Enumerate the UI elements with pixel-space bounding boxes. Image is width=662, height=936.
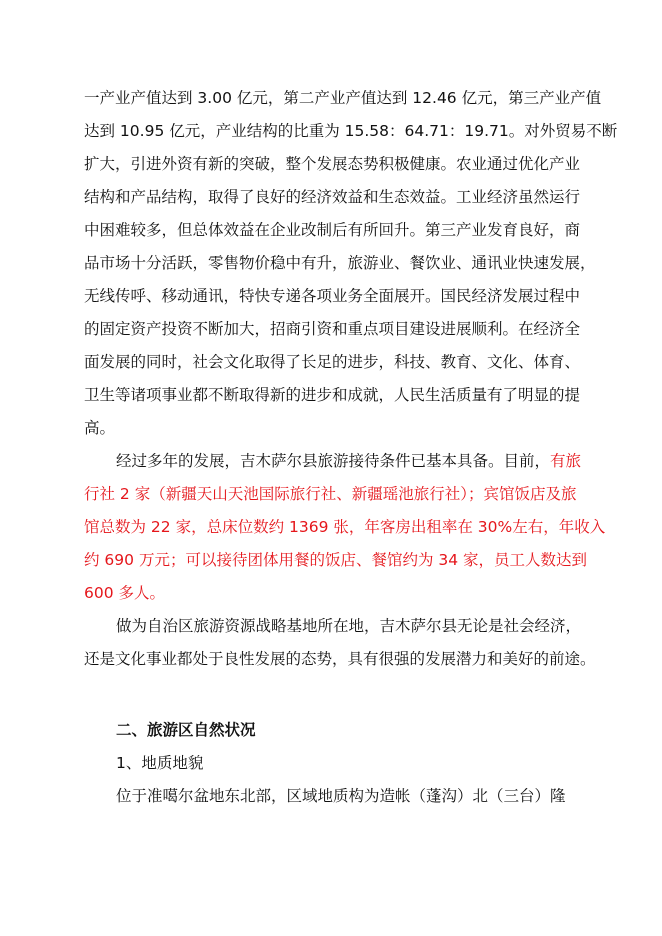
body-text-line: 扩大，引进外资有新的突破，整个发展态势积极健康。农业通过优化产业 xyxy=(84,155,581,173)
highlighted-text-line: 600 多人。 xyxy=(84,584,166,602)
body-text-line: 位于准噶尔盆地东北部，区域地质构为造帐（蓬沟）北（三台）隆 xyxy=(116,787,566,805)
highlighted-text-line: 约 690 万元；可以接待团体用餐的饭店、餐馆约为 34 家，员工人数达到 xyxy=(84,551,588,569)
body-text-line: 结构和产品结构，取得了良好的经济效益和生态效益。工业经济虽然运行 xyxy=(84,188,581,206)
body-text-line: 还是文化事业都处于良性发展的态势，具有很强的发展潜力和美好的前途。 xyxy=(84,650,596,668)
body-text-line: 面发展的同时，社会文化取得了长足的进步，科技、教育、文化、体育、 xyxy=(84,353,581,371)
body-text-line: 做为自治区旅游资源战略基地所在地，吉木萨尔县无论是社会经济， xyxy=(116,617,582,635)
paragraph-2-first-line-red-text: 有旅 xyxy=(550,452,582,470)
body-text-line: 达到 10.95 亿元，产业结构的比重为 15.58：64.71：19.71。对外贸易不断 xyxy=(84,122,618,140)
body-text-line: 一产业产值达到 3.00 亿元，第二产业产值达到 12.46 亿元，第三产业产值 xyxy=(84,89,602,107)
highlighted-text-line: 行社 2 家（新疆天山天池国际旅行社、新疆瑶池旅行社）；宾馆饭店及旅 xyxy=(84,485,577,503)
highlighted-text-line: 馆总数为 22 家，总床位数约 1369 张，年客房出租率在 30%左右，年收入 xyxy=(84,518,606,536)
paragraph-2-first-line xyxy=(116,451,581,471)
body-text-line: 的固定资产投资不断加大，招商引资和重点项目建设进展顺利。在经济全 xyxy=(84,320,581,338)
section-heading: 二、旅游区自然状况 xyxy=(116,721,256,739)
body-text-line: 中困难较多，但总体效益在企业改制后有所回升。第三产业发育良好，商 xyxy=(84,221,581,239)
body-text-line: 高。 xyxy=(84,419,116,437)
subheading: 1、地质地貌 xyxy=(116,754,204,772)
body-text-line: 卫生等诸项事业都不断取得新的进步和成就，人民生活质量有了明显的提 xyxy=(84,386,581,404)
paragraph-2-first-line-black-text: 经过多年的发展，吉木萨尔县旅游接待条件已基本具备。目前， xyxy=(116,452,551,470)
body-text-line: 无线传呼、移动通讯，特快专递各项业务全面展开。国民经济发展过程中 xyxy=(84,287,581,305)
body-text-line: 品市场十分活跃，零售物价稳中有升，旅游业、餐饮业、通讯业快速发展， xyxy=(84,254,596,272)
